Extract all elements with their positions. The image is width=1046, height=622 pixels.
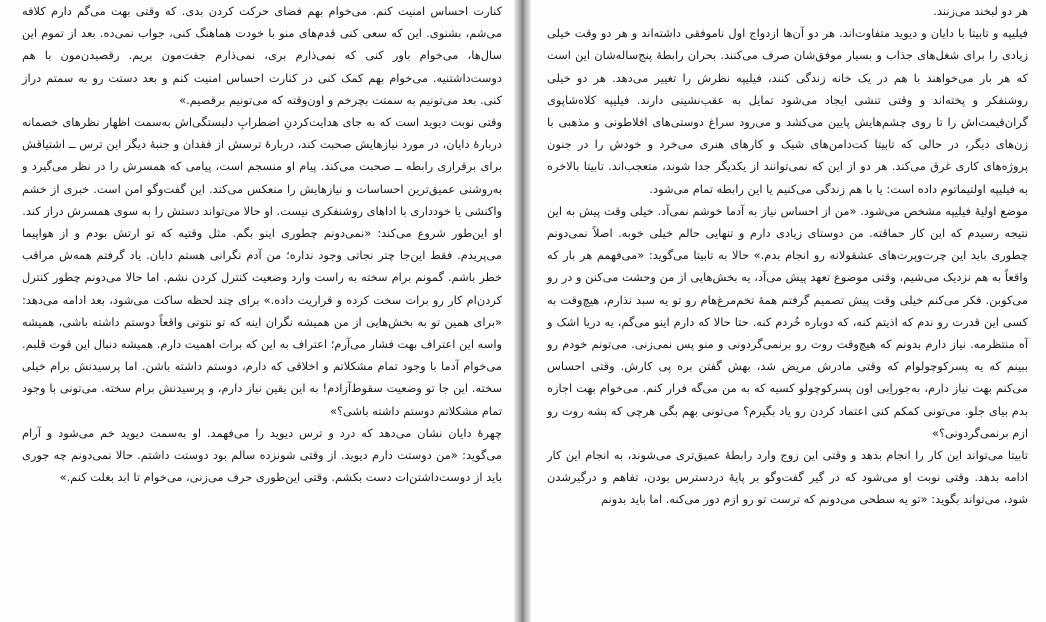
right-page [531,0,1046,622]
book-gutter [514,0,531,622]
left-paragraph-2: وقتی نوبت دیوید است که به جای هدایت‌کردنِ اضطرابِ دلبستگی‌اش به‌سمت اظهار نظرهای خصمانه دربارهٔ دایان، در مورد نیازهایش صحبت کند، دربارهٔ ترسش از فقدان و جنبهٔ دیگر این ترس ــ اشتیاقش برای برقراری رابطه ــ صحبت می‌کند. پیام او منسجم است، پیامی که همسرش را در نظر می‌گیرد و به‌روشنی عمیق‌ترین احساسات و نیازهایش را منعکس می‌کند. این گفت‌وگو امن است. خبری از خشم واکنشی یا خودداری با اداهای روشنفکری نیست. او حالا می‌تواند دستش را به سوی همسرش دراز کند. [22,115,502,218]
left-paragraph-4: چهرهٔ دایان نشان می‌دهد که درد و ترس دیوید را می‌فهمد. او به‌سمت دیوید خم می‌شود و آرام می‌گوید: «من دوستت دارم دیوید. از وقتی شونزده سالم بود دوستت داشتم. حالا نمی‌دونم چه جوری باید از دوست‌داشتن‌ات دست بکشم. وقتی این‌طوری حرف می‌زنی، می‌خوام تا ابد بغلت کنم.» [22,425,502,485]
left-page [0,0,514,622]
left-paragraph-1: کنارت احساس امنیت کنم. می‌خوام بهم فضای حرکت کردن بدی. که وقتی بهت می‌گم دارم کلافه می‌شم، بشنوی. این که سعی کنی قدم‌های منو با خودت هماهنگ کنی، جواب نمی‌ده. بعد از تموم این سال‌ها، می‌خوام باور کنی که نمی‌ذارم بری، نمی‌ذارم جفت‌مون بریم. رقصیدن‌مون با هم دوست‌داشتنیه. می‌خوام بهم کمک کنی در کنارت احساس امنیت کنم و بعد دستت رو به سمتم دراز کنی. بعد می‌تونیم به سمتت بچرخم و اون‌وقته که می‌تونیم برقصیم.» [22,4,502,107]
right-paragraph-4: تابیتا می‌تواند این کار را انجام بدهد و وقتی این زوج وارد رابطهٔ عمیق‌تری می‌شوند، به انجام این کار ادامه بدهد. وقتی نوبت او می‌شود که در گیر گفت‌وگو بر پایهٔ دردسترس بودن، تفاهم و درگیرشدن شود، می‌تواند بگوید: «تو یه سطحی می‌دونم که ترست تو رو ازم دور می‌کنه. اما باید بدونم [547,448,1028,507]
left-paragraph-3: او این‌طور شروع می‌کند: «نمی‌دونم چطوری اینو بگم. مثل وقتیه که تو ارتش بودم و از هواپیما می‌پریدم. فقط این‌جا چتر نجاتی وجود نداره؛ من آدم نگرانی هستم دایان. یاد گرفتم همه‌ش مراقب خطر باشم. گمونم برام سخته به راست وارد وضعیت کنترل کردن نشم. اما حالا می‌دونم چطور کنترل کردن‌ام کار رو برات سخت کرده و قراریت داده.» برای چند لحظه ساکت می‌شود، بعد ادامه می‌دهد: «برای همین تو به بخش‌هایی از من همیشه نگران اینه که تو نتونی واقعاً دوستم داشته باشی، همیشه واسه این اعتراف بهت فشار می‌آرم؛ اعتراف به این که برات اهمیت دارم. همیشه دنبال این قوت قلبم. می‌خوام آدما با وجود تمام مشکلاتم و اخلاقی که دارم، دوستم داشته باشن. اما پرسیدنش برام خیلی سخته. این جا تو وضعیت سقوط‌آزادم! به این یقین نیاز دارم، و پرسیدنش برام سخته. می‌تونی با وجود تمام مشکلاتم دوستم داشته باشی؟» [22,226,502,418]
right-paragraph-1: هر دو لبخند می‌زنند. [933,4,1028,18]
right-paragraph-3: موضع اولیهٔ فیلیپه مشخص می‌شود. «من از احساس نیاز به آدما خوشم نمی‌آد. خیلی وقت پیش به این نتیجه رسیدم که این کار حماقته. من دوستای زیادی دارم و تنهایی حالم خیلی خوبه. اصلاً نمی‌دونم چطوری باید این چرت‌وپرت‌های عشقولانه رو انجام بدم.» حالا به تابیتا می‌گوید: «می‌فهمم هر بار که واقعاً به هم نزدیک می‌شیم، وقتی موضوع تعهد پیش می‌آد، یه بخش‌هایی از من وحشت می‌کنن و در رو می‌کوبن. فکر می‌کنم خیلی وقت پیش تصمیم گرفتم همهٔ تخم‌مرغ‌هام رو تو یه سبد نذارم، هیچ‌وقت به کسی این قدرت رو ندم که اذیتم کنه، که دوباره خُردم کنه. حتا حالا که دارم اینو می‌گم، یه دریا اشک و آه منتظرمه. نیاز دارم بدونم که هیچ‌وقت روت رو برنمی‌گردونی و منو پس نمی‌زنی. می‌تونم خودم رو ببینم که یه پسرکوچولوام که وقتی مادرش مریض شد، بهش گفتن بره پی کارش. وقتی احساس می‌کنم بهت نیاز دارم، به‌جوراِبی اون پسرکوچولو کسیه که به من می‌گه فرار کنم. می‌خوام بهت اجازه بدم بیای جلو. می‌تونی کمکم کنی اعتماد کردن رو یاد بگیرم؟ می‌تونی بهم بگی هرچی که بشه روت رو ازم برنمی‌گردونی؟» [547,203,1028,440]
right-paragraph-2: فیلیپه و تابیتا با دایان و دیوید متفاوت‌اند. هر دو آن‌ها ازدواج اول ناموفقی داشته‌اند و هر دو وقت خیلی زیادی را برای شغل‌های جذاب و بسیار موفق‌شان صرف می‌کنند. بحران رابطهٔ پنج‌ساله‌شان این است که هر بار می‌خواهند با هم در یک خانه زندگی کنند، فیلیپه نظرش را تغییر می‌دهد. هر دو خیلی روشنفکر و پخته‌اند و وقتی تنشی ایجاد می‌شود تمایل به عقب‌نشینی دارند. فیلیپه کلاه‌شاپوی گران‌قیمت‌اش را تا روی چشم‌هایش پایین می‌کشد و می‌رود سراغ دوستی‌های افلاطونی و مذهبی با زن‌های دیگر، در حالی که تابیتا کت‌دامن‌های شیک و کارهای هنری می‌خرد و خودش را در جنون پروژه‌های کاری غرق می‌کند. هر دو از این که نمی‌توانند از یکدیگر جدا شوند، متعجب‌اند. تابیتا بالاخره به فیلیپه اولتیماتوم داده است: یا با هم زندگی می‌کنیم یا این رابطه تمام می‌شود. [547,26,1028,196]
